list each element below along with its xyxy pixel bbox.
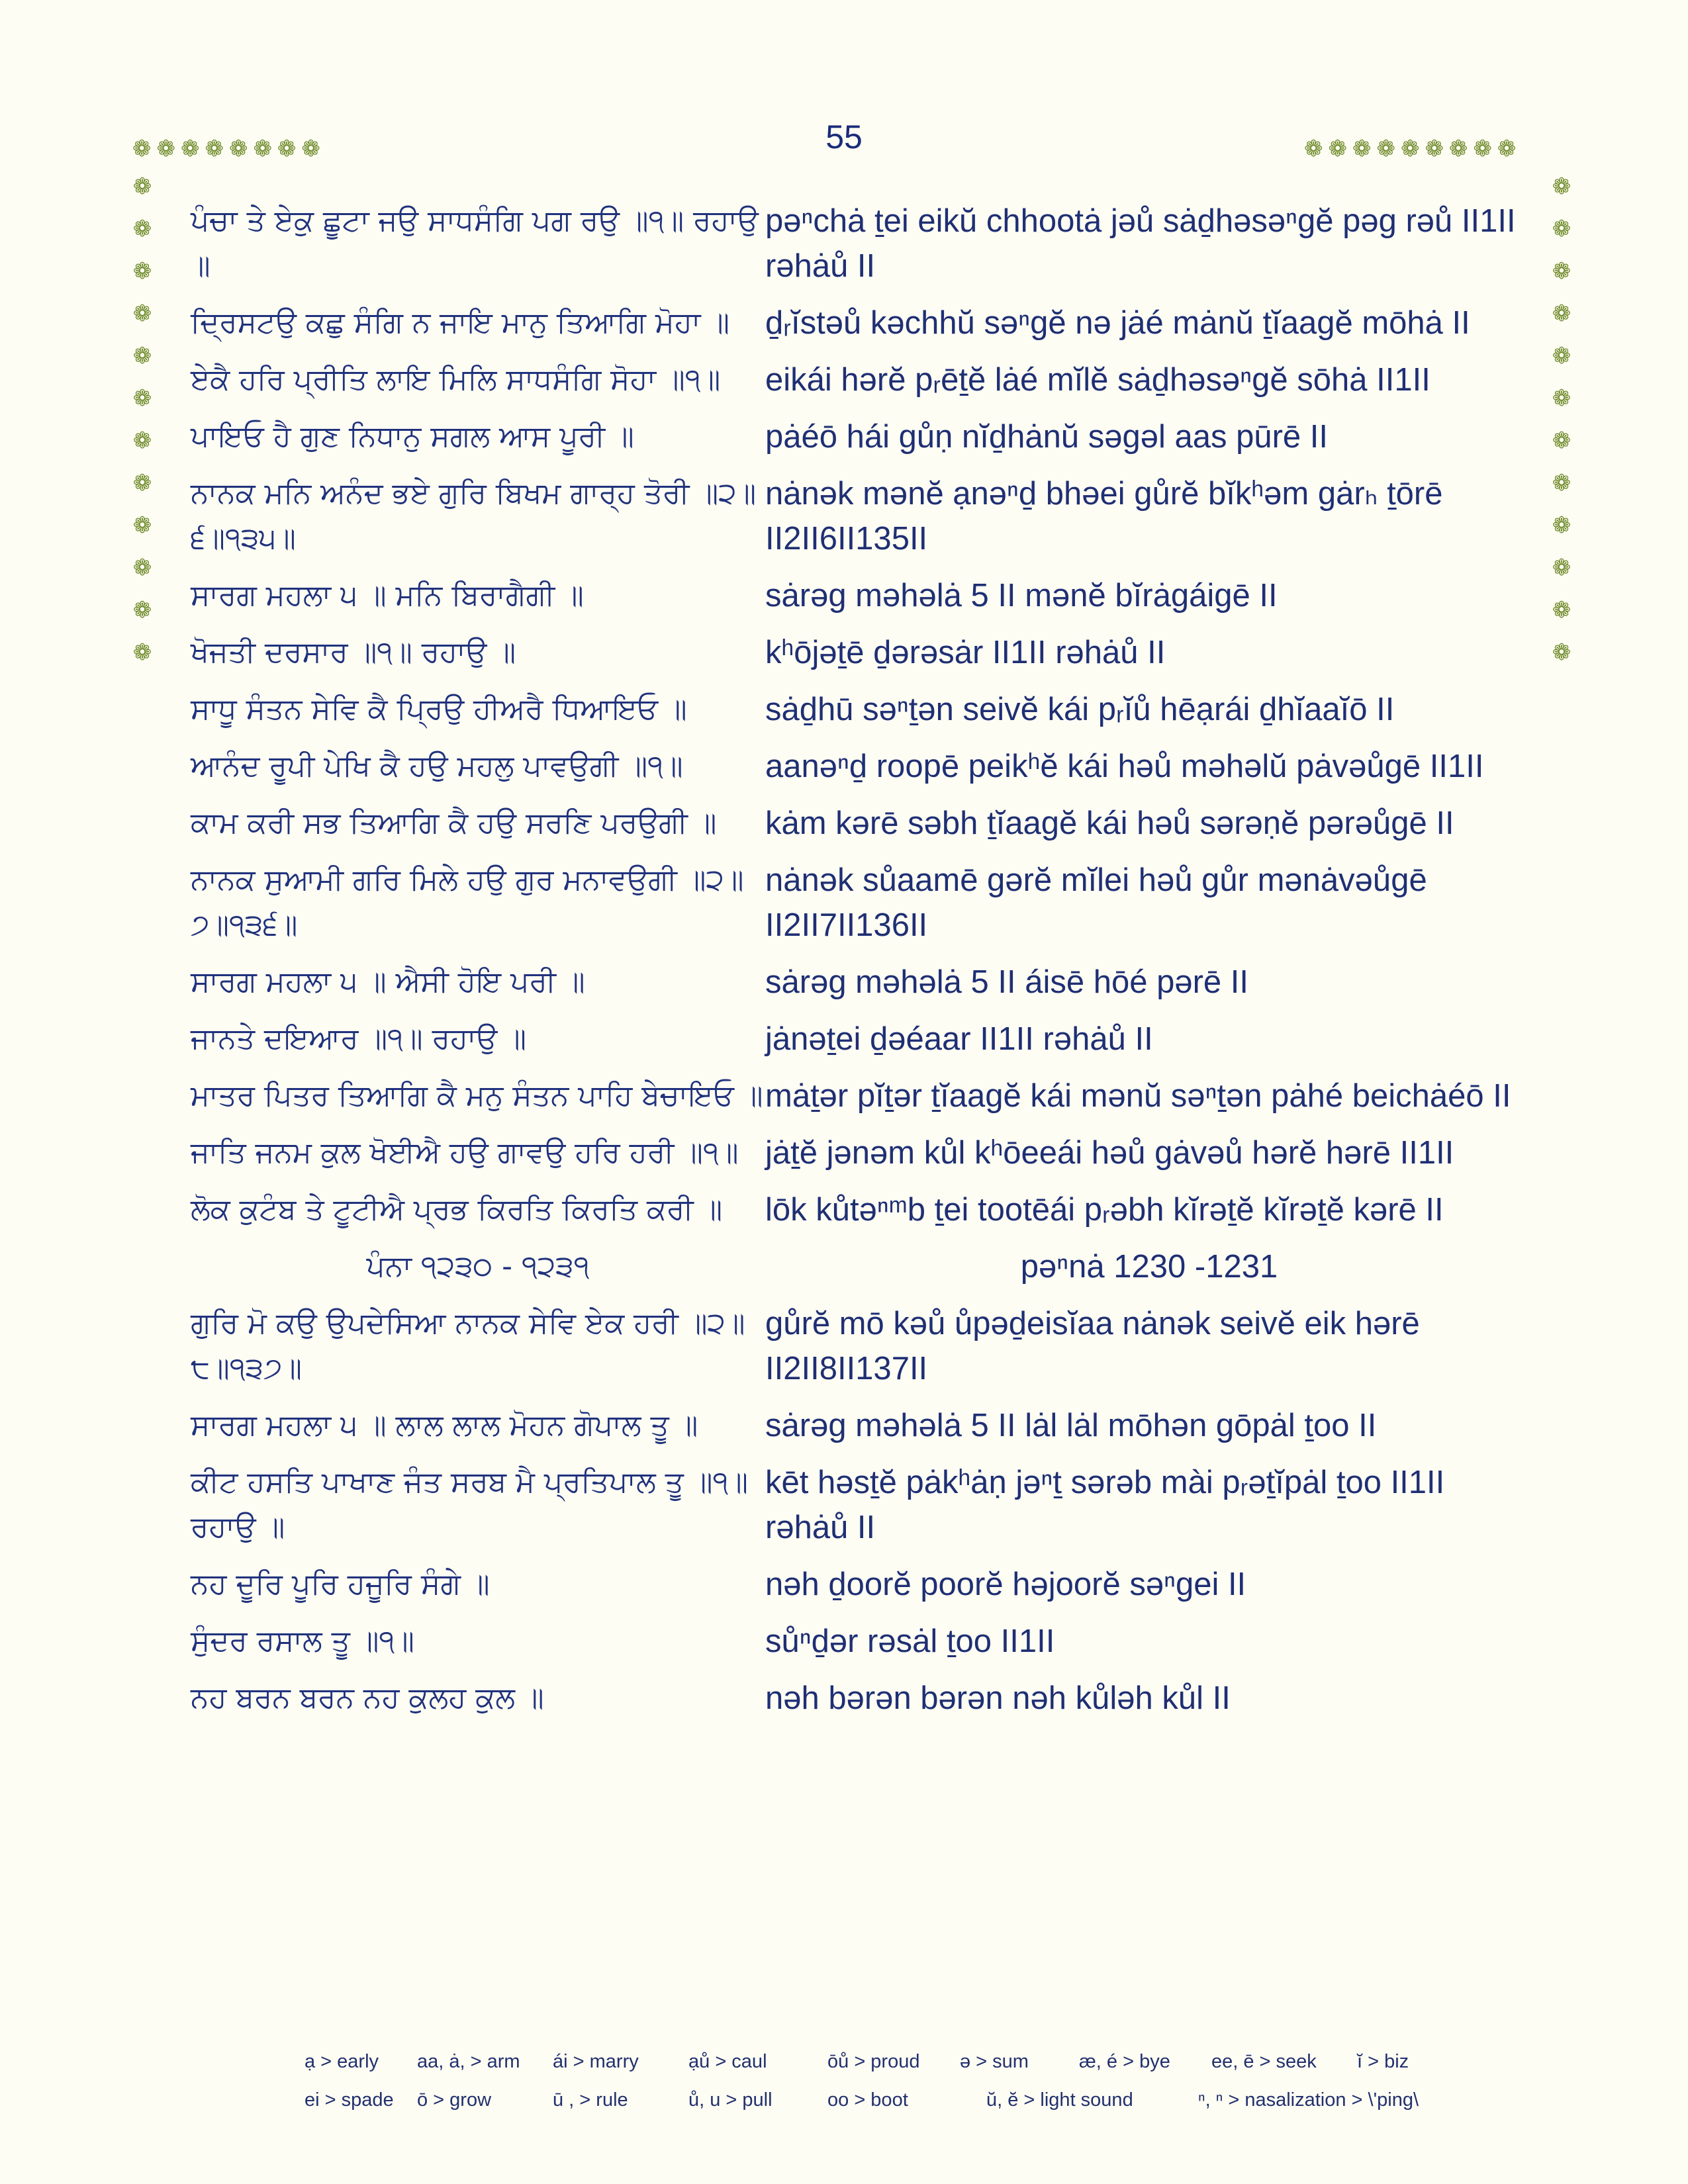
gurmukhi-text: ਦ੍ਰਿਸਟਉ ਕਛੁ ਸੰਗਿ ਨ ਜਾਇ ਮਾਨੁ ਤਿਆਗਿ ਮੋਹਾ ॥ [191, 306, 730, 340]
transliteration-text: sȧrəg məhəlȧ 5 II lȧl lȧl mōhən gōpȧl ṯoo II [765, 1408, 1377, 1443]
gurmukhi-text: ਮਾਤਰ ਪਿਤਰ ਤਿਆਗਿ ਕੈ ਮਨੁ ਸੰਤਨ ਪਾਹਿ ਬੇਚਾਇਓ ॥ [191, 1079, 763, 1113]
gurmukhi-text: ਨਹ ਬਰਨ ਬਰਨ ਨਹ ਕੁਲਹ ਕੁਲ ॥ [191, 1681, 544, 1715]
gurmukhi-text: ਸਾਰਗ ਮਹਲਾ ੫ ॥ ਲਾਲ ਲਾਲ ਮੋਹਨ ਗੋਪਾਲ ਤੂ ॥ [191, 1408, 698, 1442]
transliteration-text: sȧḏhū səⁿṯən seivĕ kái pᵣĭů hēạrái ḏhĭaaĭō II [765, 692, 1395, 727]
verse-row [191, 744, 1541, 789]
legend-item: ōů > proud [827, 2050, 920, 2072]
verse-row [191, 858, 1541, 948]
legend-item: aa, ȧ, > arm [417, 2050, 520, 2072]
verse-row [191, 1676, 1541, 1721]
gurmukhi-text: ਖੋਜਤੀ ਦਰਸਾਰ ॥੧॥ ਰਹਾਉ ॥ [191, 635, 516, 669]
gurmukhi-text: ਸਾਰਗ ਮਹਲਾ ੫ ॥ ਐਸੀ ਹੋਇ ਪਰੀ ॥ [191, 965, 585, 999]
transliteration-text: kʰōjəṯē ḏərəsȧr II1II rəhȧů II [765, 635, 1166, 670]
verse-row [191, 1403, 1541, 1448]
legend-item: ái > marry [553, 2050, 639, 2072]
transliteration-text: jȧṯĕ jənəm kůl kʰōeeái həů gȧvəů hərĕ hərē II1II [765, 1135, 1454, 1171]
verse-row [191, 687, 1541, 732]
legend-item: ee, ē > seek [1211, 2050, 1317, 2072]
transliteration-text: nȧnək mənĕ ạnəⁿḏ bhəei gůrĕ bĭkʰəm gȧrₕ ṯōrē II2II6II135II [765, 476, 1443, 557]
transliteration-text: pȧéō hái gůṇ nĭḏhȧnŭ səgəl aas pūrē II [765, 419, 1329, 455]
verse-row [191, 1301, 1541, 1391]
transliteration-text: nəh bərən bərən nəh kůləh kůl II [765, 1680, 1231, 1716]
gurmukhi-text: ਜਾਨਤੇ ਦਇਆਰ ॥੧॥ ਰਹਾਉ ॥ [191, 1022, 526, 1056]
gurmukhi-text: ਪੰਚਾ ਤੇ ਏਕੁ ਛੂਟਾ ਜਉ ਸਾਧਸੰਗਿ ਪਗ ਰਉ ॥੧॥ ਰਹਾਉ ॥ [191, 204, 759, 283]
page-number: 55 [825, 118, 863, 156]
gurmukhi-text: ਸੁੰਦਰ ਰਸਾਲ ਤੂ ॥੧॥ [191, 1624, 414, 1658]
transliteration-text: sȧrəg məhəlȧ 5 II áisē hōé pərē II [765, 964, 1248, 1000]
gurmukhi-text: ਪਾਇਓ ਹੈ ਗੁਣ ਨਿਧਾਨੁ ਸਗਲ ਆਸ ਪੂਰੀ ॥ [191, 420, 634, 453]
transliteration-text: nəh ḏoorĕ poorĕ həjoorĕ səⁿgei II [765, 1567, 1246, 1602]
flower-border-top-right: ❁❁❁❁❁❁❁❁❁ [1304, 136, 1522, 162]
transliteration-text: jȧnəṯei ḏəéaar II1II rəhȧů II [765, 1021, 1153, 1057]
gurmukhi-text: ਲੋਕ ਕੁਟੰਬ ਤੇ ਟੂਟੀਐ ਪ੍ਰਭ ਕਿਰਤਿ ਕਿਰਤਿ ਕਰੀ ॥ [191, 1193, 723, 1226]
gurmukhi-text: ਏਕੈ ਹਰਿ ਪ੍ਰੀਤਿ ਲਾਇ ਮਿਲਿ ਸਾਧਸੰਗਿ ਸੋਹਾ ॥੧॥ [191, 363, 721, 396]
legend-item: ⁿ, ⁿ > nasalization > \'ping\ [1198, 2089, 1419, 2111]
verse-row [191, 357, 1541, 402]
flower-border-left: ❁ ❁ ❁ ❁ ❁ ❁ ❁ ❁ ❁ ❁ ❁ ❁ [132, 173, 152, 666]
verse-row [191, 1187, 1541, 1232]
verse-row [191, 573, 1541, 618]
verse-row [191, 199, 1541, 289]
gurmukhi-text: ਜਾਤਿ ਜਨਮ ਕੁਲ ਖੋਈਐ ਹਉ ਗਾਵਉ ਹਰਿ ਹਰੀ ॥੧॥ [191, 1136, 739, 1169]
verse-row [191, 630, 1541, 675]
verse-row [191, 1562, 1541, 1607]
gurmukhi-text: ਸਾਰਗ ਮਹਲਾ ੫ ॥ ਮਨਿ ਬਿਰਾਗੈਗੀ ॥ [191, 578, 584, 612]
transliteration-text: mȧṯər pĭṯər ṯĭaagĕ kái mənŭ səⁿṯən pȧhé beichȧéō II [765, 1078, 1511, 1114]
gurmukhi-text: ਕੀਟ ਹਸਤਿ ਪਾਖਾਣ ਜੰਤ ਸਰਬ ਮੈ ਪ੍ਰਤਿਪਾਲ ਤੂ ॥੧॥ ਰਹਾਉ ॥ [191, 1465, 749, 1544]
verse-row [191, 1073, 1541, 1118]
gurmukhi-text: ਨਾਨਕ ਮਨਿ ਅਨੰਦ ਭਏ ਗੁਰਿ ਬਿਖਮ ਗਾਰ੍ਹ ਤੋਰੀ ॥੨॥੬॥੧੩੫॥ [191, 477, 757, 555]
legend-item: ei > spade [305, 2089, 394, 2111]
verse-row [191, 414, 1541, 459]
gurmukhi-text: ਗੁਰਿ ਮੋ ਕਉ ਉਪਦੇਸਿਆ ਨਾਨਕ ਸੇਵਿ ਏਕ ਹਰੀ ॥੨॥੮॥੧੩੭॥ [191, 1306, 745, 1385]
legend-item: æ, é > bye [1079, 2050, 1170, 2072]
legend-item: ĭ > biz [1357, 2050, 1409, 2072]
gurmukhi-text: ਨਾਨਕ ਸੁਆਮੀ ਗਰਿ ਮਿਲੇ ਹਉ ਗੁਰ ਮਨਾਵਉਗੀ ॥੨॥੭॥੧੩੬॥ [191, 863, 744, 942]
verse-row [191, 1130, 1541, 1175]
transliteration-text: aanəⁿḏ roopē peikʰĕ kái həů məhəlŭ pȧvəůgē II1II [765, 749, 1484, 784]
legend-item: ə > sum [960, 2050, 1029, 2072]
gurmukhi-text: ਨਹ ਦੂਰਿ ਪੂਰਿ ਹਜੂਰਿ ਸੰਗੇ ॥ [191, 1567, 490, 1601]
verse-row [191, 1460, 1541, 1550]
legend-item: ŭ, ĕ > light sound [986, 2089, 1133, 2111]
flower-border-top-left: ❁❁❁❁❁❁❁❁ [132, 136, 326, 162]
transliteration-text: kȧm kərē səbh ṯĭaagĕ kái həů sərəṇĕ pərəůgē II [765, 805, 1454, 841]
legend-item: ū , > rule [553, 2089, 628, 2111]
verse-row [191, 300, 1541, 345]
transliteration-text: eikái hərĕ pᵣēṯĕ lȧé mĭlĕ sȧḏhəsəⁿgĕ sōhȧ II1II [765, 362, 1430, 398]
pronunciation-legend [305, 2042, 1496, 2119]
verse-row [191, 471, 1541, 561]
verse-row [191, 1619, 1541, 1664]
transliteration-text: lōk kůtəⁿᵐb ṯei tootēái pᵣəbh kĭrəṯĕ kĭrəṯĕ kərē II [765, 1192, 1444, 1228]
verse-row [191, 960, 1541, 1005]
transliteration-text: sůⁿḏər rəsȧl ṯoo II1II [765, 1623, 1055, 1659]
page-reference-transliteration: pəⁿnȧ 1230 -1231 [1020, 1249, 1278, 1285]
verse-row [191, 1017, 1541, 1062]
transliteration-text: kēt həsṯĕ pȧkʰȧṇ jəⁿṯ sərəb mài pᵣəṯĭpȧl ṯoo II1II rəhȧů II [765, 1465, 1445, 1545]
verse-row [191, 801, 1541, 846]
verse-table [191, 199, 1541, 1733]
legend-item: ạ > early [305, 2050, 379, 2072]
legend-item: oo > boot [827, 2089, 908, 2111]
transliteration-text: ḏᵣĭstəů kəchhŭ səⁿgĕ nə jȧé mȧnŭ ṯĭaagĕ mōhȧ II [765, 305, 1470, 341]
legend-row-1 [305, 2042, 1496, 2081]
legend-item: ō > grow [417, 2089, 492, 2111]
transliteration-text: pəⁿchȧ ṯei eikŭ chhootȧ jəů sȧḏhəsəⁿgĕ pəg rəů II1II rəhȧů II [765, 203, 1516, 284]
transliteration-text: nȧnək sůaamē gərĕ mĭlei həů gůr mənȧvəůgē II2II7II136II [765, 862, 1427, 943]
flower-border-right: ❁ ❁ ❁ ❁ ❁ ❁ ❁ ❁ ❁ ❁ ❁ ❁ [1552, 173, 1571, 666]
legend-row-2 [305, 2081, 1496, 2119]
transliteration-text: sȧrəg məhəlȧ 5 II mənĕ bĭrȧgáigē II [765, 578, 1278, 614]
page-reference-row [191, 1244, 1541, 1289]
page-reference-gurmukhi: ਪੰਨਾ ੧੨੩੦ - ੧੨੩੧ [366, 1250, 590, 1283]
gurmukhi-text: ਸਾਧੂ ਸੰਤਨ ਸੇਵਿ ਕੈ ਪ੍ਰਿਉ ਹੀਅਰੈ ਧਿਆਇਓ ॥ [191, 692, 687, 726]
legend-item: ů, u > pull [688, 2089, 773, 2111]
gurmukhi-text: ਕਾਮ ਕਰੀ ਸਭ ਤਿਆਗਿ ਕੈ ਹਉ ਸਰਣਿ ਪਰਉਗੀ ॥ [191, 806, 717, 840]
legend-item: ạů > caul [688, 2050, 767, 2072]
gurmukhi-text: ਆਨੰਦ ਰੂਪੀ ਪੇਖਿ ਕੈ ਹਉ ਮਹਲੁ ਪਾਵਉਗੀ ॥੧॥ [191, 749, 683, 783]
transliteration-text: gůrĕ mō kəů ůpəḏeisĭaa nȧnək seivĕ eik hərē II2II8II137II [765, 1306, 1420, 1387]
